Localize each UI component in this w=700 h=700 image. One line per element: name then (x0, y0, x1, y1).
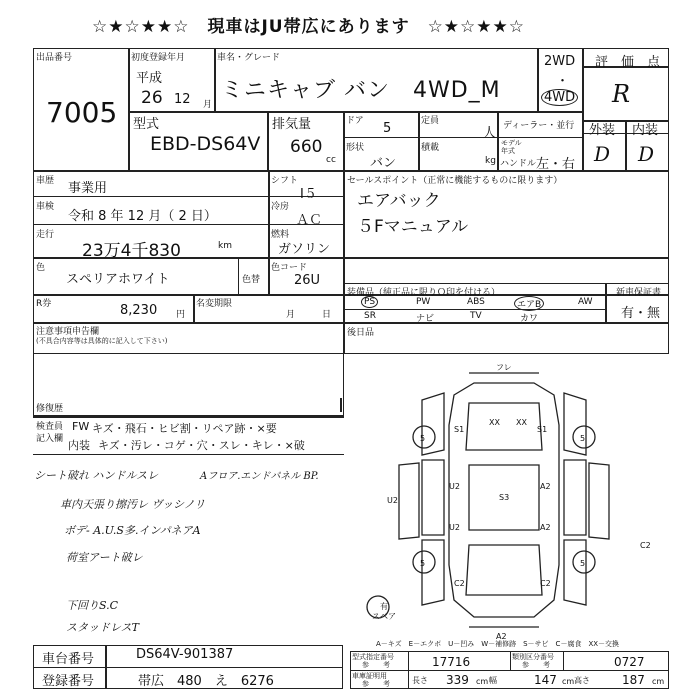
reg-year: 26 (141, 88, 163, 108)
color-code-label: 色コード (271, 263, 308, 273)
first-reg-label: 初度登録年月 (131, 53, 186, 63)
handwritten-note: Aフロア.エンドパネル BP. (200, 471, 319, 482)
model-year-label: モデル 年式 (501, 139, 522, 155)
damage-legend: A－キズ E－エクボ U－凹み W－補修跡 S－サビ C－腐食 XX－交換 (376, 640, 620, 648)
chassis-label: 車台番号 (42, 652, 95, 667)
dealer-label: ディーラー・並行 (503, 121, 575, 131)
ac-value: ＡＣ (296, 213, 323, 228)
drive-2wd: 2WD (544, 54, 576, 69)
handwritten-note: シート破れ ハンドルスレ (34, 469, 159, 482)
damage-mark: C2 (454, 579, 465, 588)
r-unit: 円 (176, 310, 186, 320)
type-cert-label: 型式指定番号 (352, 653, 394, 661)
equip-aw: AW (578, 297, 593, 307)
cm-unit: cm (476, 677, 489, 686)
width-label: 幅 (489, 676, 497, 685)
history-value: 事業用 (68, 181, 108, 196)
fw-label: FW (72, 420, 90, 433)
equip-abs: ABS (467, 297, 485, 307)
recolor-label: 色替 (242, 275, 261, 285)
color-code-value: 26U (294, 273, 321, 288)
height-label: 高さ (574, 676, 590, 685)
history-label: 車歴 (36, 176, 55, 186)
notes-title: 注意事項申告欄 (36, 327, 100, 337)
handle-value: 左・右 (536, 157, 576, 172)
damage-mark: A2 (540, 482, 551, 491)
damage-mark: フレ (496, 363, 512, 372)
sales-item-2: ５Fマニュアル (357, 217, 469, 237)
damage-mark: U2 (449, 482, 460, 491)
handwritten-note: 車内天張り擦汚レ ヴッシノリ (60, 498, 206, 511)
notes-subtitle: (不具合内容等は具体的に記入して下さい) (36, 337, 168, 345)
car-name: ミニキャブ バン 4WD_M (221, 78, 501, 103)
ref-label: 参 考 (362, 680, 390, 688)
reg-number-value: 帯広 480 え 6276 (138, 674, 274, 689)
damage-mark: 5 (580, 434, 586, 443)
door-label: ドア (346, 116, 364, 126)
equip-tv: TV (470, 311, 482, 321)
km-unit: km (218, 241, 232, 251)
shape-label: 形状 (346, 143, 365, 153)
damage-mark: 5 (420, 559, 426, 568)
fuel-label: 燃料 (271, 230, 290, 240)
type-cert-value: 17716 (432, 655, 471, 669)
sales-label: セールスポイント（正常に機能するものに限ります） (347, 176, 563, 186)
width-value: 147 (534, 673, 557, 687)
mileage-label: 走行 (36, 230, 55, 240)
equip-ps: PS (361, 296, 378, 308)
month-unit: 月 (203, 100, 213, 110)
exterior-grade: D (594, 142, 611, 166)
capacity-label: 定員 (421, 116, 440, 126)
car-name-label: 車名・グレード (217, 53, 281, 63)
equip-label: 装備品（純正品に限りＯ印を付ける） (347, 288, 501, 298)
capacity-unit: 人 (483, 126, 497, 141)
handwritten-note: スタッドレスT (66, 621, 140, 634)
length-value: 339 (446, 673, 469, 687)
reg-month: 12 (174, 92, 191, 107)
cc-unit: cc (326, 155, 336, 165)
name-change-label: 名変期限 (196, 299, 233, 309)
damage-mark: U2 (387, 496, 398, 505)
warranty-value: 有・無 (621, 306, 661, 321)
interior-grade: D (638, 142, 655, 166)
name-change-day: 日 (322, 310, 332, 320)
interior-label: 内装 (632, 123, 659, 138)
kg-unit: kg (485, 156, 496, 166)
color-value: スペリアホワイト (66, 272, 170, 287)
fw-items: キズ・飛石・ヒビ割・リペア跡・×要 (92, 422, 277, 435)
shift-value: I５ (300, 187, 317, 202)
era: 平成 (136, 71, 163, 86)
equip-airbag: エアB (514, 296, 544, 311)
eval-score: R (612, 80, 631, 108)
drive-dot: ・ (556, 74, 570, 89)
damage-mark: U2 (449, 523, 460, 532)
ac-label: 冷房 (271, 202, 290, 212)
model-value: EBD-DS64V (150, 133, 261, 155)
inspection-value: 令和 8 年 12 月（ 2 日） (68, 209, 217, 224)
cm-unit: cm (652, 677, 665, 686)
handle-label: ハンドル (500, 159, 537, 169)
inspection-label: 車検 (36, 202, 55, 212)
spare-label: 有 スペア (372, 602, 396, 621)
interior-items: キズ・汚レ・コゲ・穴・スレ・キレ・×破 (98, 439, 305, 452)
model-label: 型式 (133, 117, 160, 132)
damage-mark: 5 (580, 559, 586, 568)
height-value: 187 (622, 673, 645, 687)
shift-label: シフト (271, 176, 299, 186)
repair-label: 修復歴 (36, 404, 64, 414)
chassis-value: DS64V-901387 (136, 647, 234, 662)
name-change-month: 月 (286, 310, 296, 320)
equip-pw: PW (416, 297, 431, 307)
door-value: 5 (383, 121, 392, 136)
ref-label: 参 考 (522, 661, 550, 669)
handwritten-note: 荷室アート破レ (66, 551, 143, 564)
eval-label: 評 価 点 (595, 55, 661, 70)
handwritten-note: ボデ- A.U.S多.インパネアA (64, 524, 201, 537)
fuel-value: ガソリン (278, 242, 331, 257)
damage-mark: XX (489, 418, 500, 427)
car-damage-diagram (344, 355, 669, 643)
damage-mark: C2 (640, 541, 651, 550)
drive-4wd: 4WD (541, 89, 578, 106)
sales-item-1: エアバック (357, 191, 441, 211)
damage-mark: A2 (540, 523, 551, 532)
shape-value: バン (370, 156, 397, 171)
warranty-label: 新車保証書 (616, 288, 662, 298)
back-seat-label: 後日品 (347, 328, 375, 338)
interior-items-label: 内装 (68, 439, 90, 452)
r-label: R券 (36, 299, 52, 309)
displacement-value: 660 (290, 137, 323, 157)
banner: ☆★☆★★☆ 現車はJU帯広にあります ☆★☆★★☆ (92, 17, 526, 37)
lot-number: 7005 (46, 96, 118, 129)
equip-leather: カワ (520, 314, 539, 324)
damage-mark: S1 (537, 425, 548, 434)
displacement-label: 排気量 (272, 117, 312, 132)
mileage-value: 23万4千830 (82, 241, 181, 261)
color-label: 色 (36, 263, 46, 273)
ref-label: 参 考 (362, 661, 390, 669)
damage-mark: A2 (496, 632, 507, 641)
r-value: 8,230 (120, 303, 158, 318)
cert-label: 車庫証明用 (352, 672, 387, 680)
damage-mark: XX (516, 418, 527, 427)
length-label: 長さ (412, 676, 428, 685)
cm-unit: cm (562, 677, 575, 686)
load-label: 積載 (421, 143, 440, 153)
damage-mark: S1 (454, 425, 465, 434)
exterior-label: 外装 (589, 123, 616, 138)
handwritten-note: 下回りS.C (66, 599, 119, 612)
damage-mark: C2 (540, 579, 551, 588)
damage-mark: S3 (499, 493, 510, 502)
reg-number-label: 登録番号 (42, 674, 95, 689)
lot-label: 出品番号 (36, 53, 73, 63)
equip-navi: ナビ (416, 314, 435, 324)
damage-mark: 5 (420, 434, 426, 443)
class-label: 類別区分番号 (512, 653, 554, 661)
equip-sr: SR (364, 311, 376, 321)
inspector-label: 検査員 記入欄 (36, 422, 64, 444)
class-value: 0727 (614, 655, 645, 669)
